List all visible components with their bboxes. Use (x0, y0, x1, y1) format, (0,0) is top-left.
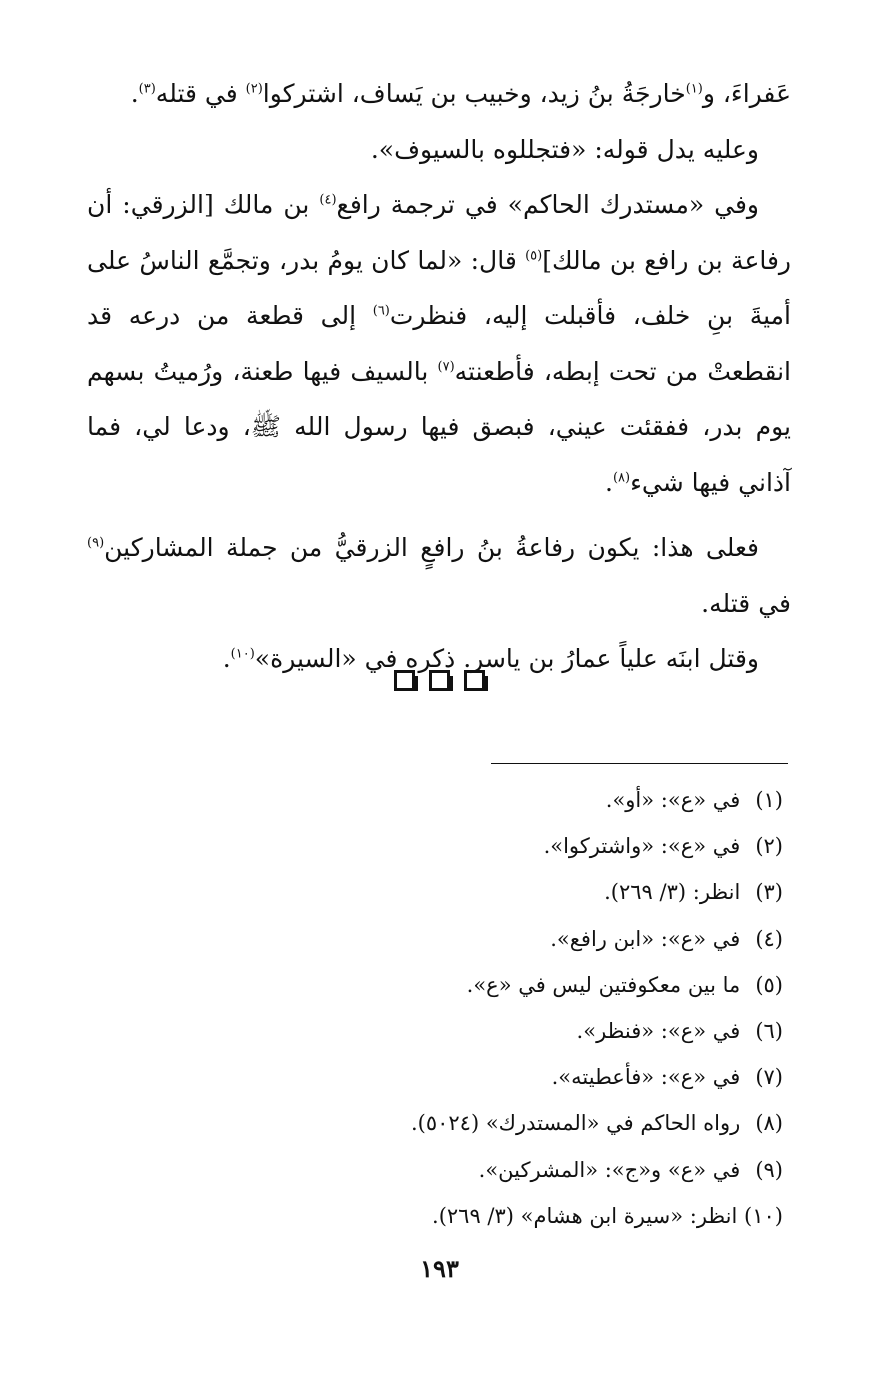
footnote-text: في «ع»: «أو». (605, 788, 741, 812)
footnote-item (83, 916, 783, 962)
footnote-text: في «ع»: «ابن رافع». (550, 926, 741, 951)
footnote-number: (٤) (755, 926, 783, 951)
footnotes-list (83, 777, 783, 1239)
footnote-marker: (٣) (138, 81, 156, 97)
footnote-number: (٧) (755, 1065, 783, 1090)
footnote-marker: (٧) (437, 359, 455, 375)
footnote-marker: (١) (685, 81, 703, 97)
footnote-item (83, 1147, 783, 1193)
text-run: وعليه يدل قوله: «فتجللوه بالسيوف». (370, 134, 759, 164)
footnote-marker: (٤) (319, 192, 337, 208)
separator-square-icon (429, 670, 450, 691)
footnote-item (83, 1008, 783, 1054)
text-run: فعلى هذا: يكون رفاعةُ بنُ رافعٍ الزرقيُّ من جملة المشاركين (104, 533, 759, 562)
text-run: بالسيف فيها طعنة، ورُميتُ بسهم يوم بدر، ففقئت عيني، فبصق فيها رسول الله ﷺ، ودعا لي، فما آذاني فيها شيء (87, 356, 791, 497)
footnote-item (83, 1193, 783, 1239)
footnote-text: انظر: (٣/ ٢٦٩). (604, 880, 741, 905)
text-run: . (222, 644, 231, 673)
paragraph-3 (87, 177, 791, 510)
footnote-marker: (٦) (372, 303, 390, 319)
footnote-text: في «ع» و«ج»: «المشركين». (478, 1157, 741, 1182)
text-run: في قتله. (701, 588, 791, 618)
footnote-item (83, 777, 783, 823)
footnote-text: في «ع»: «فأعطيته». (551, 1065, 741, 1090)
footnote-item (83, 1054, 783, 1100)
text-run: وفي «مستدرك الحاكم» في ترجمة رافع (336, 190, 759, 219)
footnote-marker: (٢) (245, 81, 263, 97)
footnote-number: (٥) (755, 972, 783, 997)
paragraph-4 (87, 520, 791, 631)
footnote-number: (١) (755, 788, 783, 812)
separator-square-icon (464, 670, 485, 691)
paragraph-2 (87, 122, 791, 178)
text-run: عَفراءَ، و (702, 79, 791, 108)
footnote-number: (٩) (755, 1157, 783, 1182)
footnote-text: في «ع»: «فنظر». (576, 1019, 741, 1044)
footnote-number: (١٠) (744, 1203, 783, 1228)
main-text-body (87, 66, 791, 687)
footnote-text: ما بين معكوفتين ليس في «ع». (466, 972, 741, 997)
paragraph-1 (87, 66, 791, 122)
text-run: في قتله (155, 79, 246, 108)
text-run: قال: «لما كان يومُ بدر، وتجمَّع الناسُ على أميةَ بنِ خلف، فأقبلت إليه، فنظرت (87, 245, 792, 330)
footnote-marker: (٩) (87, 535, 105, 551)
text-run: بن مالك [الزرقي: أن رفاعة بن رافع بن مالك] (87, 190, 791, 275)
footnote-number: (٨) (755, 1111, 783, 1136)
text-run: خارجَةُ بنُ زيد، وخبيب بن يَساف، اشتركوا (262, 79, 686, 108)
text-run: إلى قطعة من درعه قد انقطعتْ من تحت إبطه، فأطعنته (87, 301, 792, 386)
footnote-marker: (١٠) (230, 646, 255, 662)
text-run: . (130, 79, 139, 108)
footnote-item (83, 1100, 783, 1146)
footnote-item (83, 869, 783, 915)
footnote-text: في «ع»: «واشتركوا». (543, 834, 741, 859)
page-number: ١٩٣ (420, 1254, 459, 1283)
footnote-divider (491, 763, 788, 764)
footnote-number: (٢) (755, 834, 783, 859)
section-separator (0, 670, 879, 691)
separator-square-icon (394, 670, 415, 691)
footnote-marker: (٨) (612, 470, 631, 486)
text-run: . (605, 467, 613, 497)
footnote-number: (٦) (755, 1019, 783, 1044)
text-run: وقتل ابنَه علياً عمارُ بن ياسر. ذكره في «السيرة» (254, 644, 759, 673)
footnote-text: انظر: «سيرة ابن هشام» (٣/ ٢٦٩). (432, 1203, 738, 1228)
footnote-marker: (٥) (525, 248, 543, 264)
footnote-item (83, 962, 783, 1008)
footnote-text: رواه الحاكم في «المستدرك» (٥٠٢٤). (410, 1111, 741, 1136)
footnote-number: (٣) (755, 880, 783, 905)
footnote-item (83, 823, 783, 869)
